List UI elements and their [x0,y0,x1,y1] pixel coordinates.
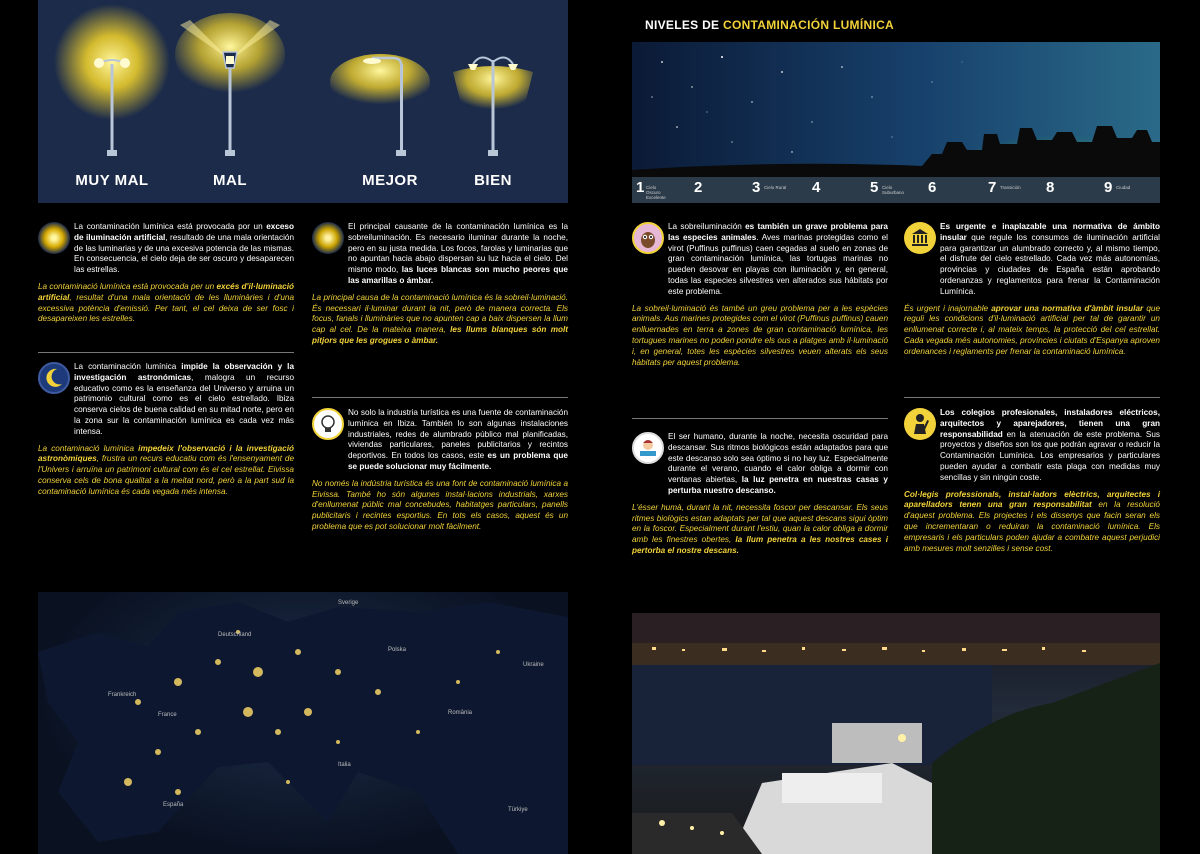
sky-quality-panel [632,42,1160,197]
paragraph-ca: La sobreil·luminació és també un greu problema per a les espècies animals. Aus marines protegides com el virot (Puffinus puffinus) cauen enlluernades en terra a zones de gran contaminació lumínica, les tortugues marines no poden pondre els ous a platges amb il·luminació i, en general, totes les espècies silvestres veuen alterats els seus hàbitats per aquest problema. [632,303,888,367]
right-column-2b [904,408,1160,560]
streetlight-icon [312,222,344,254]
map-label: Türkiye [508,807,528,813]
divider [904,397,1160,398]
level-caption: Cielo Suburbano [882,185,905,195]
lamp-bien [433,0,553,203]
level-number: 8 [1046,179,1055,196]
owl-icon [632,222,664,254]
right-column-1 [632,222,888,374]
paragraph-ca: No només la indústria turística és una font de contaminació lumínica a Eivissa. També ho són algunes instal·lacions industrials, xarxes d'enllumenat públic mal concebudes, habitatges particulars, panells publicitaris i recintes esportius. En tots els casos, aquest és un problema que es pot solucionar molt fàcilment. [312,478,568,531]
paragraph-es: No solo la industria turística es una fuente de contaminación lumínica en Ibiza. También lo son algunas instalaciones industriales, redes de alumbrado público mal planificadas, viviendas particulares, paneles publicitarios y recintos deportivos. En todos los casos, este es un problema que se puede solucionar muy fácilmente. [348,408,568,471]
map-label: Deutschland [218,632,252,638]
paragraph-ca: La contaminació lumínica impedeix l'observació i la investigació astronòmiques, frustra un recurs educatiu com és l'ensenyament de l'Univers i arruïna un patrimoni cultural com és el cel estrellat. Eivissa conserva cels de bona qualitat a la meitat nord, però a la part sud la contaminació lumínica és cada vegada més intensa. [38,443,294,496]
paragraph-ca: Col·legis professionals, instal·ladors elèctrics, arquitectes i aparelladors tenen una gran responsabilitat en la resolució d'aquest problema. Els projectes i els dissenys que facin seran els que incrementaran o reduiran la contaminació lumínica. Els empresaris i els particulars poden ajudar a combatre aquest perjudici amb mesures molt senzilles i sense cost. [904,489,1160,553]
worker-icon [904,408,936,440]
lamp-comparison-panel [38,0,568,203]
map-label: Italia [338,762,351,768]
level-number: 2 [694,179,703,196]
paragraph-es: La sobreiluminación es también un grave problema para las especies animales. Aves marinas protegidas como el virot (Puffinus puffinus) caen cegadas al suelo en zonas de gran contaminación lumínica, las tortugas marinas no pueden desovar en playas con iluminación y, en general, todas las especies silvestres ven alterados sus hábitats por este problema. [668,222,888,296]
lamp-label: BIEN [474,172,512,189]
right-column-1b [632,432,888,563]
lamp-label: MAL [213,172,247,189]
level-caption: Transición [1000,185,1021,190]
divider [312,397,568,398]
lamp-label: MEJOR [362,172,418,189]
divider [38,352,294,353]
lightbulb-icon [312,408,344,440]
moon-icon [38,362,70,394]
map-label: Polska [388,647,407,653]
level-caption: Cielo Rural [764,185,787,190]
map-label: España [163,802,184,808]
map-label: Frankreich [108,692,137,698]
star-glare-icon [38,222,70,254]
europe-night-map [38,592,568,854]
right-column-2 [904,222,1160,364]
left-column-1 [38,222,294,331]
level-number: 9 [1104,179,1113,196]
left-column-1b [38,362,294,504]
pollution-level-scale [632,177,1160,203]
lamp-mal [170,0,290,203]
paragraph-ca: És urgent i inajornable aprovar una normativa d'àmbit insular que reguli les condicions d'il·luminació artificial per tal de garantir un enllumenat correcte i, al mateix temps, la protecció del cel estrellat. Cada vegada més autonomies, províncies i ciutats d'Espanya aproven ordenances i reglaments per frenar la contaminació lumínica. [904,303,1161,356]
ibiza-night-photo [632,613,1160,854]
paragraph-es: La contaminación lumínica está provocada por un exceso de iluminación artificial, resultado de una mala orientación de las luminarias y de una excesiva potencia de las mismas. En consecuencia, el cielo deja de ser oscuro y desaparecen las estrellas. [74,222,294,275]
level-caption: Cielo Oscuro Excelente [646,185,666,200]
paragraph-ca: La contaminació lumínica està provocada per un excés d'il·luminació artificial, resultat d'una mala orientació de les lluminàries i d'una excessiva potència d'emissió. Per tant, el cel deixa de ser fosc i desapareixen les estrelles. [38,281,294,324]
lamp-label: MUY MAL [75,172,149,189]
lamp-muy-mal [52,0,172,203]
paragraph-ca: L'ésser humà, durant la nit, necessita foscor per descansar. Els seus ritmes biològics estan adaptats per tal que aquest descans sigui òptim en la foscor. Especialment durant l'estiu, quan la calor obliga a dormir amb les finestres obertes, la llum penetra a les nostres cases i pertorba el nostre descans. [632,502,888,555]
left-column-2 [312,222,568,353]
level-number: 1 [636,179,645,196]
divider [632,418,888,419]
paragraph-es: El principal causante de la contaminación lumínica es la sobreiluminación. Es necesario iluminar durante la noche, pero en su justa medida. Los focos, farolas y luminarias que no apuntan hacia abajo dispersan su luz hacia el cielo. Del mismo modo, las luces blancas son mucho peores que las amarillas o ámbar. [348,222,568,285]
level-number: 7 [988,179,997,196]
level-number: 6 [928,179,937,196]
paragraph-es: Es urgente e inaplazable una normativa de ámbito insular que regule los consumos de iluminación artificial para garantizar un alumbrado correcto y, al mismo tiempo, el disfrute del cielo estrellado. Cada vez más autonomías, provincias y ciudades de España están aprobando ordenanzas y reglamentos para frenar la Contaminación Lumínica. [940,222,1160,296]
map-label: Ukraine [523,662,544,668]
level-caption: Ciudad [1116,185,1131,190]
map-label: Sverige [338,600,359,606]
page-title: NIVELES DE CONTAMINACIÓN LUMÍNICA [645,18,895,32]
map-label: România [448,710,473,716]
government-building-icon [904,222,936,254]
level-number: 3 [752,179,761,196]
paragraph-es: Los colegios profesionales, instaladores eléctricos, arquitectos y aparejadores, tienen una gran responsabilidad en la atenuación de este problema. Sus proyectos y diseños son los que podrán agravar o reducir la Contaminación Lumínica. Los empresarios y particulares pueden ayudar a combatir esta plaga con medidas muy sencillas y sin ningún coste. [940,408,1160,482]
level-number: 5 [870,179,879,196]
map-label: France [158,712,177,718]
paragraph-es: El ser humano, durante la noche, necesita oscuridad para descansar. Sus ritmos biológicos están adaptados para que este descanso solo sea óptimo si no hay luz. Especialmente durante el verano, cuando el calor obliga a dormir con ventanas abiertas, la luz penetra en nuestras casas y perturba nuestro descanso. [668,432,888,495]
lamp-mejor [330,0,450,203]
sleeping-person-icon [632,432,664,464]
paragraph-es: La contaminación lumínica impide la observación y la investigación astronómicas, malogra un recurso educativo como es la enseñanza del Universo y arruina un patrimonio cultural como es el cielo estrellado. Ibiza conserva cielos de buena calidad en su mitad norte, pero en la zona sur la contaminación lumínica es cada vez más intensa. [74,362,294,436]
paragraph-ca: La principal causa de la contaminació lumínica és la sobreil·luminació. És necessari il·luminar durant la nit, però de manera correcta. Els focus, fanals i lluminàries que no apunten cap a baix dispersen la llum cap al cel. De la mateixa manera, les llums blanques són molt pitjors que les grogues o àmbar. [312,292,568,345]
left-column-2b [312,408,568,539]
level-number: 4 [812,179,821,196]
